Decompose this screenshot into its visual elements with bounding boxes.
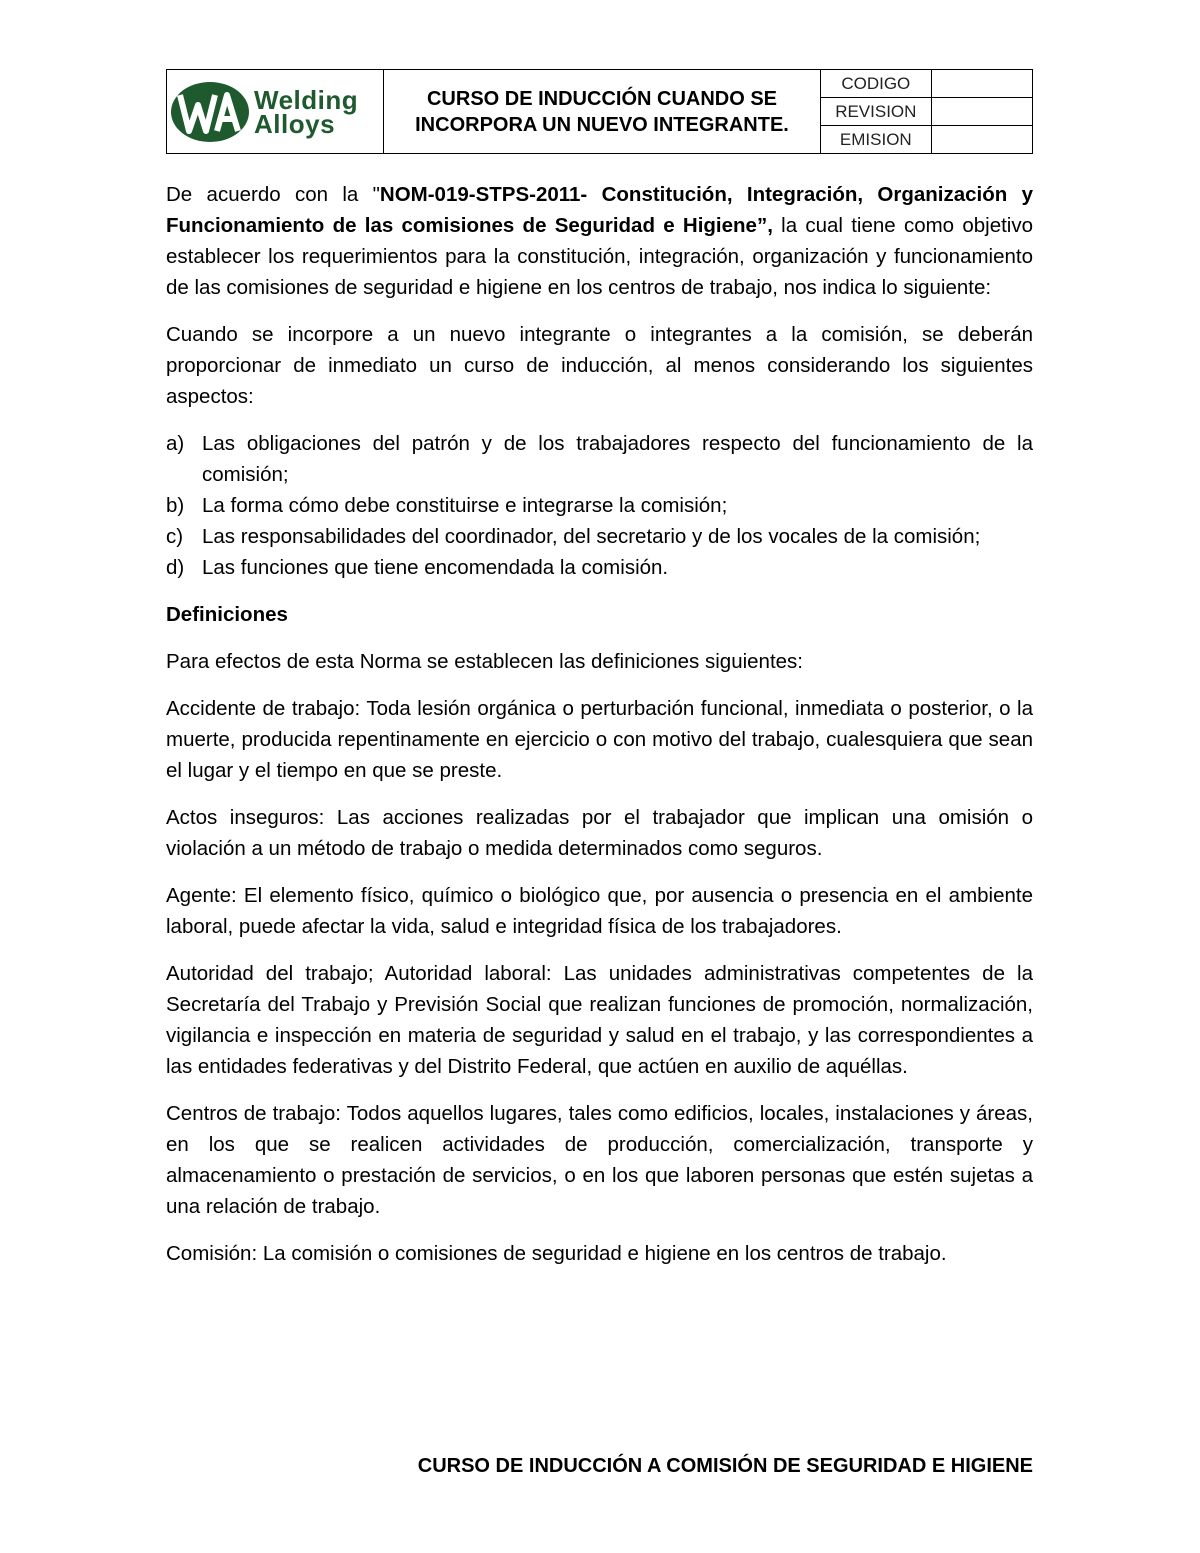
list-marker: a) — [166, 432, 185, 455]
page-footer: CURSO DE INDUCCIÓN A COMISIÓN DE SEGURIDAD E HIGIENE — [417, 1455, 1033, 1477]
logo-line-2: Alloys — [254, 108, 336, 139]
intro-norm-reference: NOM-019-STPS-2011- Constitución, Integración, Organización y Funcionamiento de las comisiones de Seguridad e Higiene”, — [166, 183, 1033, 237]
revision-label: REVISION — [820, 98, 931, 126]
company-logo — [167, 72, 383, 152]
list-item — [166, 552, 1033, 583]
list-marker: d) — [166, 556, 185, 579]
intro-paragraph — [166, 179, 1033, 303]
aspects-list — [166, 428, 1033, 583]
list-text: Las responsabilidades del coordinador, del secretario y de los vocales de la comisión; — [202, 525, 981, 548]
list-text: Las funciones que tiene encomendada la comisión. — [202, 556, 669, 579]
logo-wordmark — [254, 84, 359, 139]
document-header — [166, 69, 1033, 154]
definition-paragraph: Centros de trabajo: Todos aquellos lugares, tales como edificios, locales, instalaciones y áreas, en los que se realicen actividades de producción, comercialización, transporte y almacenamiento o prestación de servicios, o en los que laboren personas que estén sujetas a una relación de trabajo. — [166, 1102, 1033, 1218]
emision-value — [931, 126, 1032, 154]
intro-text-end: la cual tiene como objetivo establecer los requerimientos para la constitución, integración, organización y funcionamiento de las comisiones de seguridad e higiene en los centros de trabajo, nos indica lo siguiente: — [166, 214, 1033, 299]
welding-alloys-logo-icon — [170, 81, 250, 143]
codigo-value — [931, 70, 1032, 98]
definition-paragraph: Actos inseguros: Las acciones realizadas por el trabajador que implican una omisión o violación a un método de trabajo o medida determinados como seguros. — [166, 806, 1033, 860]
codigo-label: CODIGO — [820, 70, 931, 98]
induction-paragraph: Cuando se incorpore a un nuevo integrante o integrantes a la comisión, se deberán proporcionar de inmediato un curso de inducción, al menos considerando los siguientes aspectos: — [166, 323, 1033, 408]
list-item — [166, 521, 1033, 552]
list-text: Las obligaciones del patrón y de los trabajadores respecto del funcionamiento de la comisión; — [202, 432, 1033, 486]
document-title: CURSO DE INDUCCIÓN CUANDO SE INCORPORA UN NUEVO INTEGRANTE. — [384, 70, 821, 154]
logo-line-1: Welding — [254, 84, 359, 115]
intro-text-start: De acuerdo con la " — [166, 183, 380, 206]
list-text: La forma cómo debe constituirse e integrarse la comisión; — [202, 494, 728, 517]
list-marker: c) — [166, 525, 184, 548]
definition-paragraph: Accidente de trabajo: Toda lesión orgánica o perturbación funcional, inmediata o posterior, o la muerte, producida repentinamente en ejercicio o con motivo del trabajo, cualesquiera que sean el lugar y el tiempo en que se preste. — [166, 697, 1033, 782]
document-body — [166, 179, 1033, 1285]
definitions-intro: Para efectos de esta Norma se establecen las definiciones siguientes: — [166, 650, 804, 673]
definition-paragraph: Comisión: La comisión o comisiones de seguridad e higiene en los centros de trabajo. — [166, 1242, 947, 1265]
emision-label: EMISION — [820, 126, 931, 154]
logo-cell — [167, 70, 384, 154]
definition-paragraph: Agente: El elemento físico, químico o biológico que, por ausencia o presencia en el ambiente laboral, puede afectar la vida, salud e integridad física de los trabajadores. — [166, 884, 1033, 938]
definitions-heading: Definiciones — [166, 603, 288, 626]
definition-paragraph: Autoridad del trabajo; Autoridad laboral: Las unidades administrativas competentes de la Secretaría del Trabajo y Previsión Social que realizan funciones de promoción, normalización, vigilancia e inspección en materia de seguridad y salud en el trabajo, y las correspondientes a las entidades federativas y del Distrito Federal, que actúen en auxilio de aquéllas. — [166, 962, 1033, 1078]
list-item — [166, 490, 1033, 521]
list-marker: b) — [166, 494, 185, 517]
revision-value — [931, 98, 1032, 126]
list-item — [166, 428, 1033, 490]
